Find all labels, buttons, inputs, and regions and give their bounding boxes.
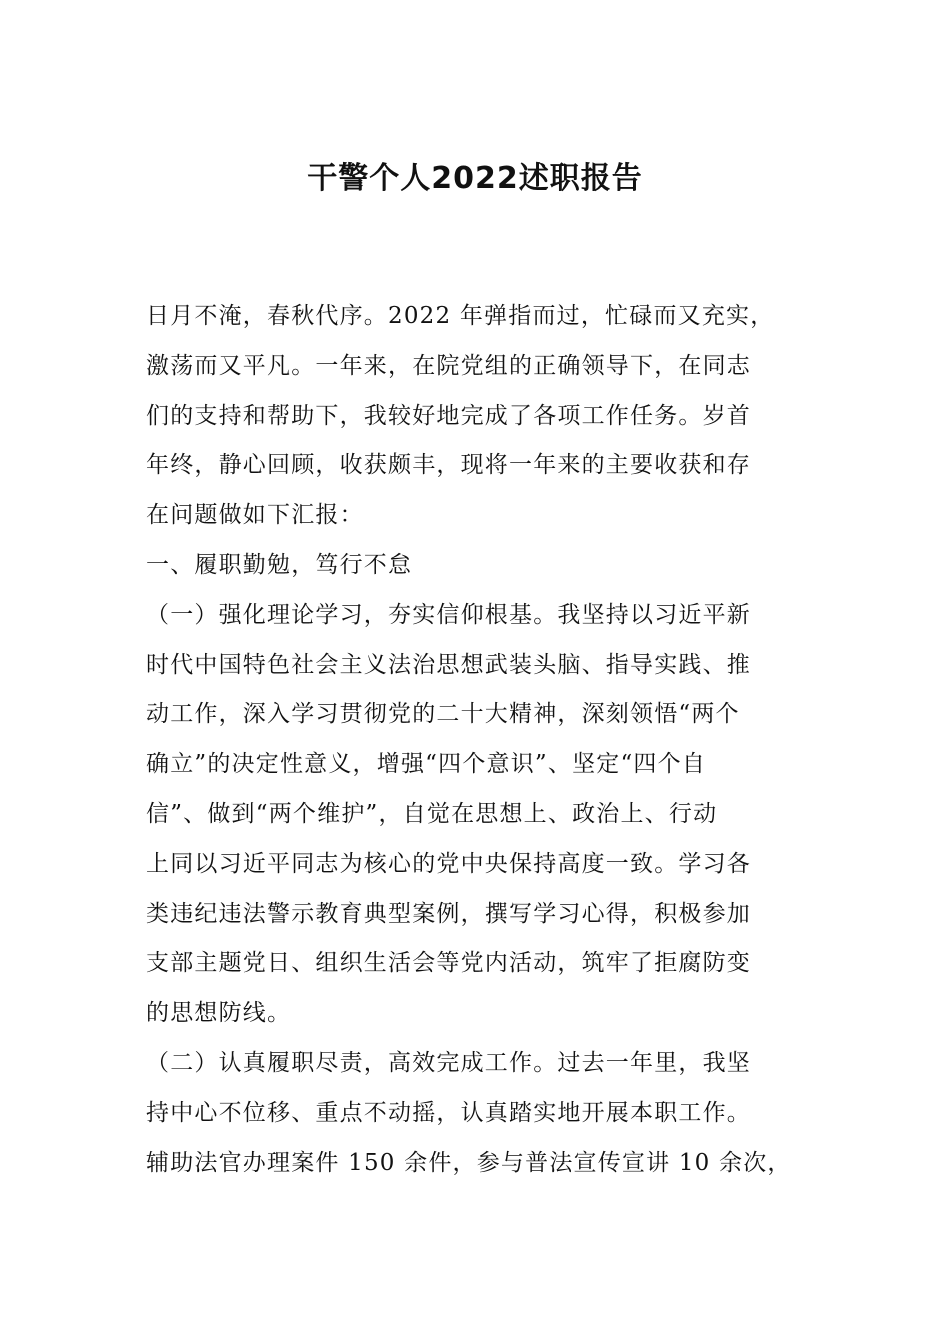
document-title: 干警个人2022述职报告	[307, 161, 643, 196]
body-line: 日月不淹，春秋代序。2022 年弹指而过，忙碌而又充实，	[146, 303, 775, 329]
body-line: 年终，静心回顾，收获颇丰，现将一年来的主要收获和存	[146, 452, 751, 479]
body-line: 确立”的决定性意义，增强“四个意识”、坚定“四个自	[146, 751, 707, 778]
document-body	[146, 292, 806, 1188]
body-line: 辅助法官办理案件 150 余件，参与普法宣传宣讲 10 余次，	[146, 1149, 792, 1176]
section-heading: 一、履职勤勉，笃行不怠	[146, 551, 413, 578]
body-line: 的思想防线。	[146, 1000, 292, 1027]
body-line: 激荡而又平凡。一年来，在院党组的正确领导下，在同志	[146, 352, 751, 379]
body-line: 上同以习近平同志为核心的党中央保持高度一致。学习各	[146, 850, 751, 877]
body-line: （一）强化理论学习，夯实信仰根基。我坚持以习近平新	[146, 601, 751, 628]
body-line: 持中心不位移、重点不动摇，认真踏实地开展本职工作。	[146, 1099, 751, 1126]
body-line: （二）认真履职尽责，高效完成工作。过去一年里，我坚	[146, 1049, 751, 1076]
body-line: 时代中国特色社会主义法治思想武装头脑、指导实践、推	[146, 651, 751, 678]
body-line: 动工作，深入学习贯彻党的二十大精神，深刻领悟“两个	[146, 701, 740, 728]
body-line: 支部主题党日、组织生活会等党内活动，筑牢了拒腐防变	[146, 950, 751, 977]
body-line: 信”、做到“两个维护”，自觉在思想上、政治上、行动	[146, 800, 718, 827]
body-line: 类违纪违法警示教育典型案例，撰写学习心得，积极参加	[146, 900, 751, 927]
body-line: 们的支持和帮助下，我较好地完成了各项工作任务。岁首	[146, 402, 751, 429]
body-line: 在问题做如下汇报：	[146, 502, 364, 529]
